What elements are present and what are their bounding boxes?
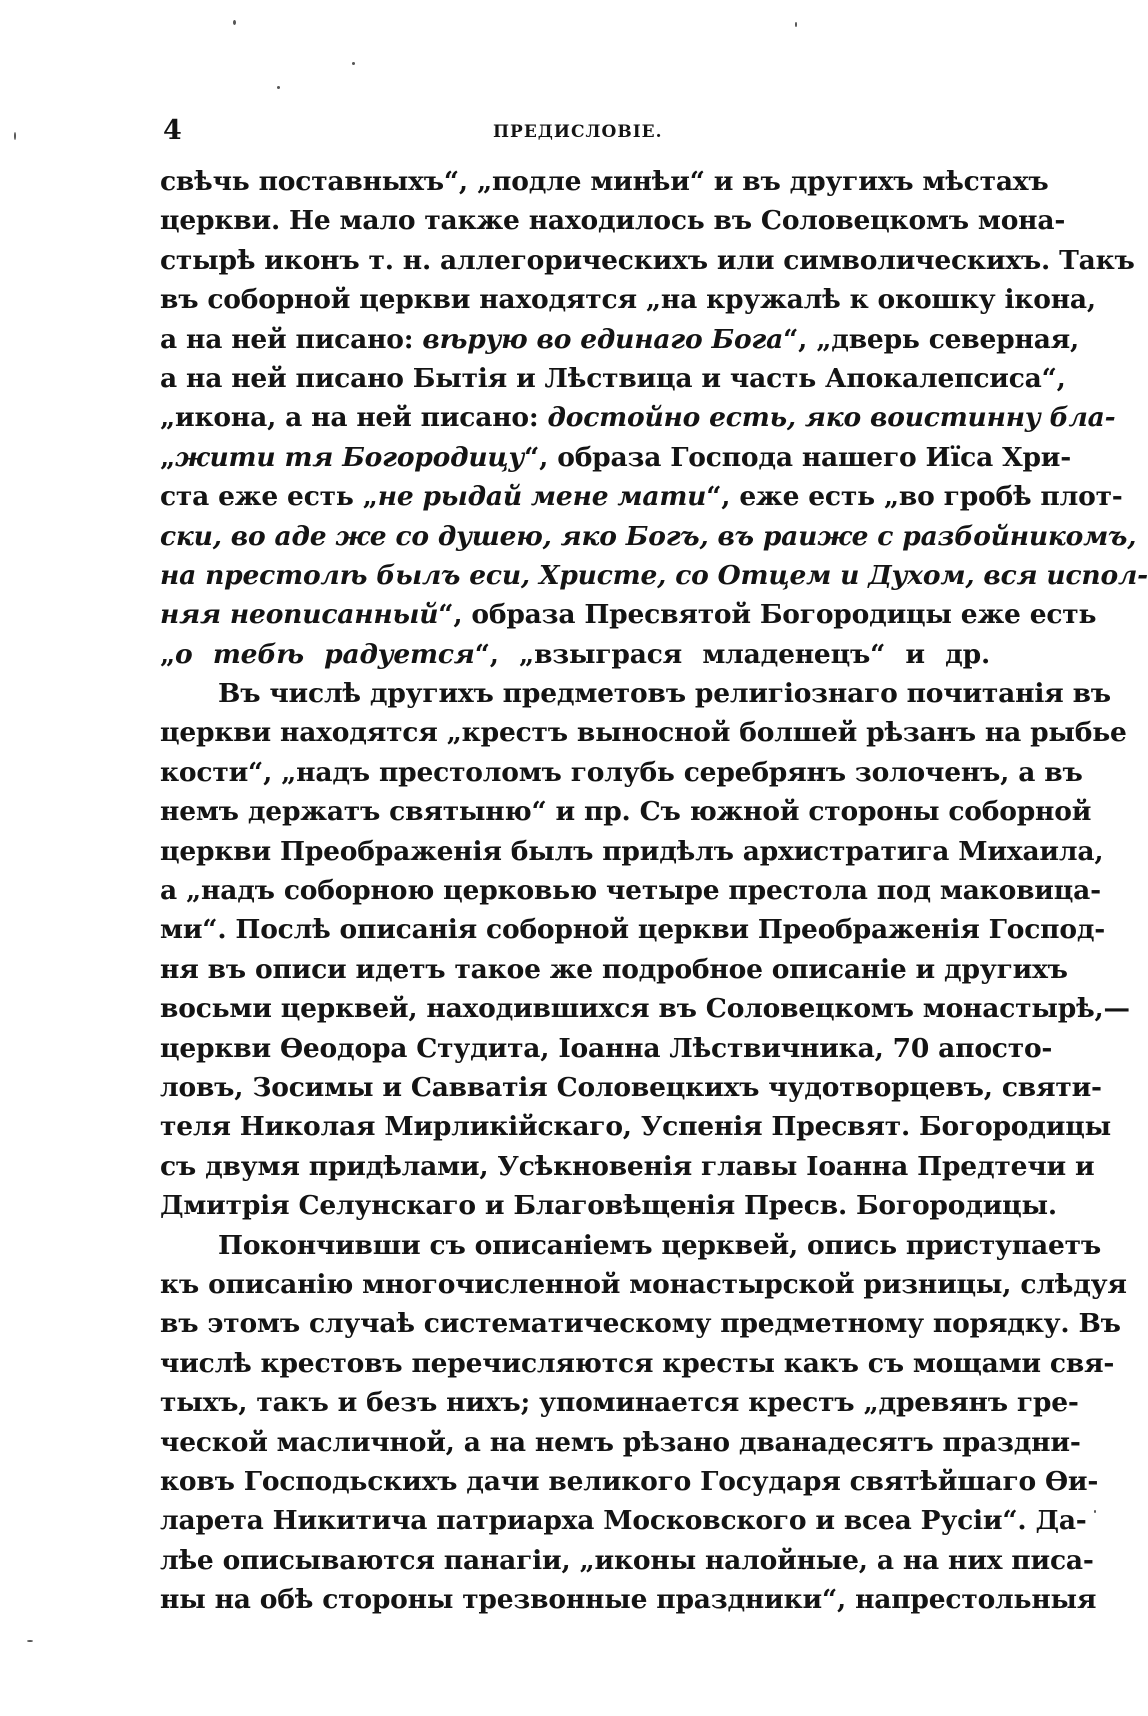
text-line — [160, 477, 1123, 516]
text-line: числѣ крестовъ перечисляются кресты какъ съ мощами свя- — [160, 1347, 1115, 1379]
scan-speck — [27, 1640, 33, 1642]
text-line — [160, 556, 1148, 595]
text-line: Дмитрія Селунскаго и Благовѣщенія Пресв. Богородицы. — [160, 1190, 1057, 1222]
italic-quote: няя неописанный — [160, 599, 439, 631]
text-line: ны на обѣ стороны трезвонные праздники“, напрестольныя — [160, 1584, 1097, 1616]
text-line: церкви находятся „крестъ выносной болшей рѣзанъ на рыбье — [160, 717, 1127, 749]
text-run: „икона, а на ней писано: — [160, 402, 548, 434]
text-run: “, образа Господа нашего Иїса Хри- — [524, 441, 1072, 473]
text-line: ня въ описи идетъ такое же подробное описаніе и другихъ — [160, 953, 1068, 985]
scan-speck — [14, 132, 16, 140]
scan-speck — [352, 62, 355, 65]
scan-speck — [277, 86, 280, 89]
text-run: “, „взыграся младенецъ“ и др. — [474, 638, 991, 670]
text-line: ческой масличной, а на немъ рѣзано дванадесятъ праздни- — [160, 1426, 1081, 1458]
text-line: а „надъ соборною церковью четыре престола под маковица- — [160, 875, 1101, 907]
text-run: а на ней писано: — [160, 323, 423, 355]
text-run: “, еже есть „во гробѣ плот- — [706, 481, 1123, 513]
text-line: ловъ, Зосимы и Савватія Соловецкихъ чудотворцевъ, святи- — [160, 1071, 1102, 1103]
text-line: немъ держатъ святыню“ и пр. Съ южной стороны соборной — [160, 796, 1092, 828]
text-line: съ двумя придѣлами, Усѣкновенія главы Іоанна Предтечи и — [160, 1150, 1095, 1182]
italic-quote: вѣрую во единаго Бога — [422, 323, 784, 355]
text-line: ковъ Господьскихъ дачи великого Государя святѣйшаго Ѳи- — [160, 1465, 1099, 1497]
italic-quote: ски, во аде же со душею, яко Богъ, въ раиже с разбойникомъ, — [160, 520, 1137, 552]
text-line: ларета Никитича патриарха Московского и всеа Русіи“. Да- — [160, 1505, 1087, 1537]
text-line: а на ней писано Бытія и Лѣствица и часть Апокалепсиса“, — [160, 362, 1066, 394]
text-line: церкви Преображенія былъ придѣлъ архистратига Михаила, — [160, 835, 1104, 867]
scan-speck — [795, 22, 797, 27]
text-line: церкви Ѳеодора Студита, Іоанна Лѣствичника, 70 апосто- — [160, 1032, 1053, 1064]
text-line: церкви. Не мало также находилось въ Соловецкомъ мона- — [160, 205, 1066, 237]
italic-quote: не рыдай мене мати — [377, 481, 707, 513]
text-line: въ соборной церкви находятся „на кружалѣ к окошку ікона, — [160, 284, 1096, 316]
text-line: лѣе описываются панагіи, „иконы налойные, а на них писа- — [160, 1544, 1094, 1576]
text-run: „ — [160, 441, 176, 473]
text-run: ста еже есть „ — [160, 481, 378, 513]
text-line — [160, 517, 1137, 556]
running-title: ПРЕДИСЛОВІЕ. — [493, 122, 663, 142]
text-line — [160, 398, 1116, 437]
text-run: “, „дверь северная, — [783, 323, 1080, 355]
text-run: “, образа Пресвятой Богородицы еже есть — [438, 599, 1097, 631]
text-line: теля Николая Мирликійскаго, Успенія Пресвят. Богородицы — [160, 1111, 1111, 1143]
text-line: тыхъ, такъ и безъ нихъ; упоминается крестъ „древянъ гре- — [160, 1387, 1079, 1419]
text-line — [160, 595, 1097, 634]
body-text — [160, 162, 1148, 1619]
scan-speck — [1094, 1510, 1096, 1513]
italic-quote: достойно есть, яко воистинну бла- — [547, 402, 1116, 434]
text-line: Покончивши съ описаніемъ церквей, опись приступаетъ — [218, 1229, 1101, 1261]
text-line: ми“. Послѣ описанія соборной церкви Преображенія Господ- — [160, 914, 1106, 946]
text-line — [160, 635, 990, 674]
text-line: къ описанію многочисленной монастырской ризницы, слѣдуя — [160, 1268, 1127, 1300]
text-line: кости“, „надъ престоломъ голубь серебрянъ золоченъ, а въ — [160, 756, 1083, 788]
text-line — [160, 438, 1072, 477]
page-number: 4 — [163, 115, 182, 146]
page-header — [163, 116, 985, 150]
italic-quote: жити тя Богородицу — [175, 441, 525, 473]
italic-quote: о тебѣ радуется — [175, 638, 475, 670]
text-line: восьми церквей, находившихся въ Соловецкомъ монастырѣ,— — [160, 993, 1130, 1025]
scan-speck — [233, 20, 236, 25]
text-line — [160, 320, 1080, 359]
text-line: Въ числѣ другихъ предметовъ религіознаго почитанія въ — [218, 678, 1111, 710]
text-line: стырѣ иконъ т. н. аллегорическихъ или символическихъ. Такъ — [160, 244, 1135, 276]
italic-quote: на престолѣ былъ еси, Христе, со Отцем и Духом, вся испол- — [160, 559, 1148, 591]
text-run: „ — [160, 638, 176, 670]
text-line: въ этомъ случаѣ систематическому предметному порядку. Въ — [160, 1308, 1121, 1340]
text-line: свѣчь поставныхъ“, „подле минѣи“ и въ другихъ мѣстахъ — [160, 166, 1049, 197]
